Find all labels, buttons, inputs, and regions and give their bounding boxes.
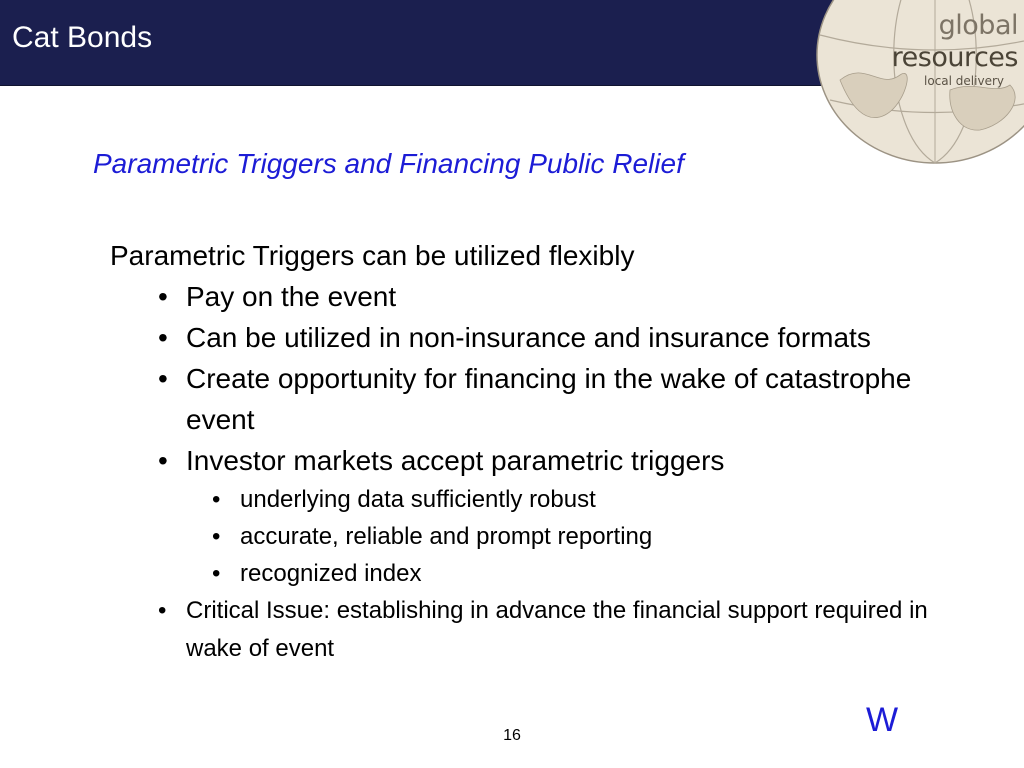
sub-bullet-marker: •	[212, 560, 221, 587]
bullet-marker: •	[158, 363, 168, 394]
bullet-marker: •	[158, 445, 168, 476]
bullet-text: Investor markets accept parametric triggers	[186, 445, 725, 476]
bullet-text: Create opportunity for financing in the wake of catastrophe event	[186, 363, 912, 435]
sub-bullet-text: recognized index	[240, 560, 422, 587]
sub-bullet-text: underlying data sufficiently robust	[240, 486, 596, 513]
bullet-item	[110, 317, 930, 358]
slide-body	[110, 236, 930, 668]
logo-word-resources: resources	[891, 42, 1018, 73]
bullet-item	[110, 440, 930, 481]
bullet-item	[110, 358, 930, 440]
company-logo	[828, 10, 1018, 88]
slide-header-title: Cat Bonds	[12, 21, 153, 54]
sub-bullet-item	[110, 481, 930, 518]
bullet-marker: •	[158, 281, 168, 312]
logo-tagline: local delivery	[924, 74, 1004, 88]
page-number: 16	[503, 727, 521, 744]
logo-word-global: global	[938, 10, 1018, 41]
footer-w-mark: W	[866, 701, 899, 739]
intro-line: Parametric Triggers can be utilized flexibly	[110, 240, 635, 271]
bullet-marker: •	[158, 322, 168, 353]
bullet-item	[110, 276, 930, 317]
sub-bullet-item	[110, 518, 930, 555]
sub-bullet-marker: •	[212, 523, 221, 550]
bullet-text: Can be utilized in non-insurance and insurance formats	[186, 322, 871, 353]
sub-bullet-item	[110, 555, 930, 592]
slide-subtitle: Parametric Triggers and Financing Public Relief	[93, 148, 684, 179]
bullet-marker: •	[158, 597, 167, 624]
bullet-item-critical-issue	[110, 592, 930, 668]
sub-bullet-marker: •	[212, 486, 221, 513]
sub-bullet-text: accurate, reliable and prompt reporting	[240, 523, 653, 550]
logo-wordmark	[828, 10, 1018, 74]
bullet-text: Pay on the event	[186, 281, 397, 312]
bullet-text: Critical Issue: establishing in advance the financial support required in wake of event	[186, 597, 928, 662]
